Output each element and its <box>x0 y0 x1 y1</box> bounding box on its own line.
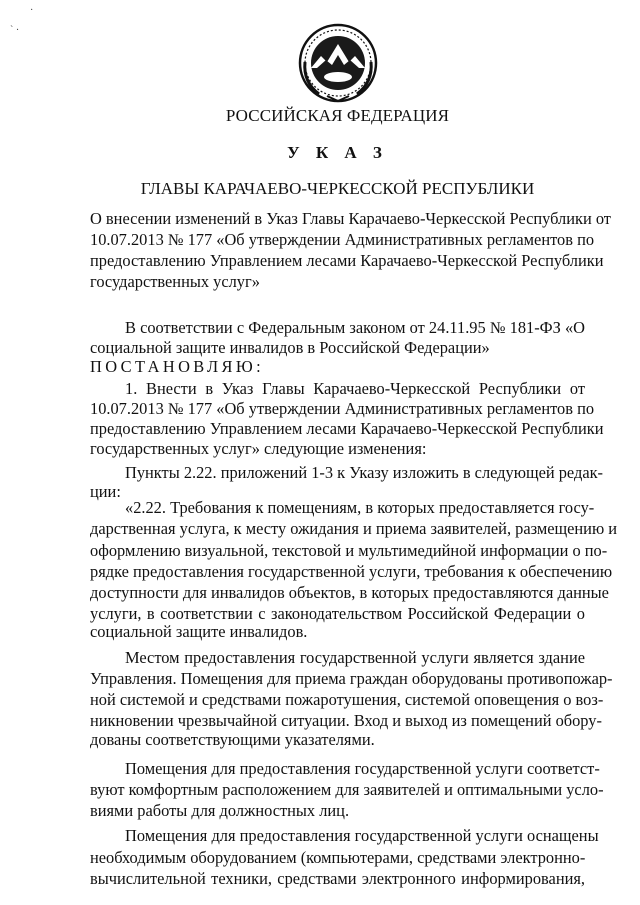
points-line: ции: <box>90 482 121 501</box>
paragraph-line: Местом предоставления государственной услуги является здание <box>125 648 585 667</box>
preamble-line: социальной защите инвалидов в Российской Федерации» <box>90 338 490 357</box>
paragraph-line: никновении чрезвычайной ситуации. Вход и выход из помещений обору- <box>90 711 602 730</box>
points-line: Пункты 2.22. приложений 1-3 к Указу изложить в следующей редак- <box>125 463 604 482</box>
preamble-line: В соответствии с Федеральным законом от 24.11.95 № 181-ФЗ «О <box>125 318 585 337</box>
paragraph-line: ной системой и средствами пожаротушения, системой оповещения о воз- <box>90 690 604 709</box>
paragraph-line: социальной защите инвалидов. <box>90 622 308 641</box>
paragraph-line: «2.22. Требования к помещениям, в которых предоставляется госу- <box>125 498 595 517</box>
subject-line: О внесении изменений в Указ Главы Карачаево-Черкесской Республики от <box>90 209 611 228</box>
paragraph-line: дарственная услуга, к месту ожидания и приема заявителей, размещению и <box>90 519 618 538</box>
paragraph-line: услуги, в соответствии с законодательством Российской Федерации о <box>90 604 585 623</box>
decree-word: ПОСТАНОВЛЯЮ: <box>90 357 265 376</box>
paragraph-line: дованы соответствующими указателями. <box>90 730 375 749</box>
paragraph-line: виями работы для должностных лиц. <box>90 801 350 820</box>
paragraph-line: Управления. Помещения для приема граждан оборудованы противопожар- <box>90 669 613 688</box>
subject-line: предоставлению Управлением лесами Карачаево-Черкесской Республики <box>90 251 604 270</box>
subject-line: государственных услуг» <box>90 272 260 291</box>
scan-artifact: ` · <box>10 25 20 36</box>
item-1-line: 1. Внести в Указ Главы Карачаево-Черкесской Республики от <box>125 379 585 398</box>
paragraph-line: оформлению визуальной, текстовой и мультимедийной информации о по- <box>90 541 608 560</box>
item-1-line: государственных услуг» следующие изменения: <box>90 439 427 458</box>
country-heading: РОССИЙСКАЯ ФЕДЕРАЦИЯ <box>225 106 450 125</box>
paragraph-line: вуют комфортным расположением для заявителей и оптимальными усло- <box>90 780 604 799</box>
scan-artifact: · <box>30 5 34 16</box>
paragraph-line: Помещения для предоставления государственной услуги оснащены <box>125 826 599 845</box>
paragraph-line: вычислительной техники, средствами электронного информирования, <box>90 869 585 888</box>
issuer-heading: ГЛАВЫ КАРАЧАЕВО-ЧЕРКЕССКОЙ РЕСПУБЛИКИ <box>140 179 535 198</box>
item-1-line: 10.07.2013 № 177 «Об утверждении Административных регламентов по <box>90 399 595 418</box>
coat-of-arms-emblem <box>297 22 379 104</box>
subject-line: 10.07.2013 № 177 «Об утверждении Административных регламентов по <box>90 230 595 249</box>
paragraph-line: необходимым оборудованием (компьютерами, средствами электронно- <box>90 848 586 867</box>
paragraph-line: доступности для инвалидов объектов, в которых предоставляются данные <box>90 583 609 602</box>
decree-heading: У К А З <box>287 143 388 162</box>
paragraph-line: рядке предоставления государственной услуги, требования к обеспечению <box>90 562 613 581</box>
paragraph-line: Помещения для предоставления государственной услуги соответст- <box>125 759 600 778</box>
item-1-line: предоставлению Управлением лесами Карачаево-Черкесской Республики <box>90 419 604 438</box>
